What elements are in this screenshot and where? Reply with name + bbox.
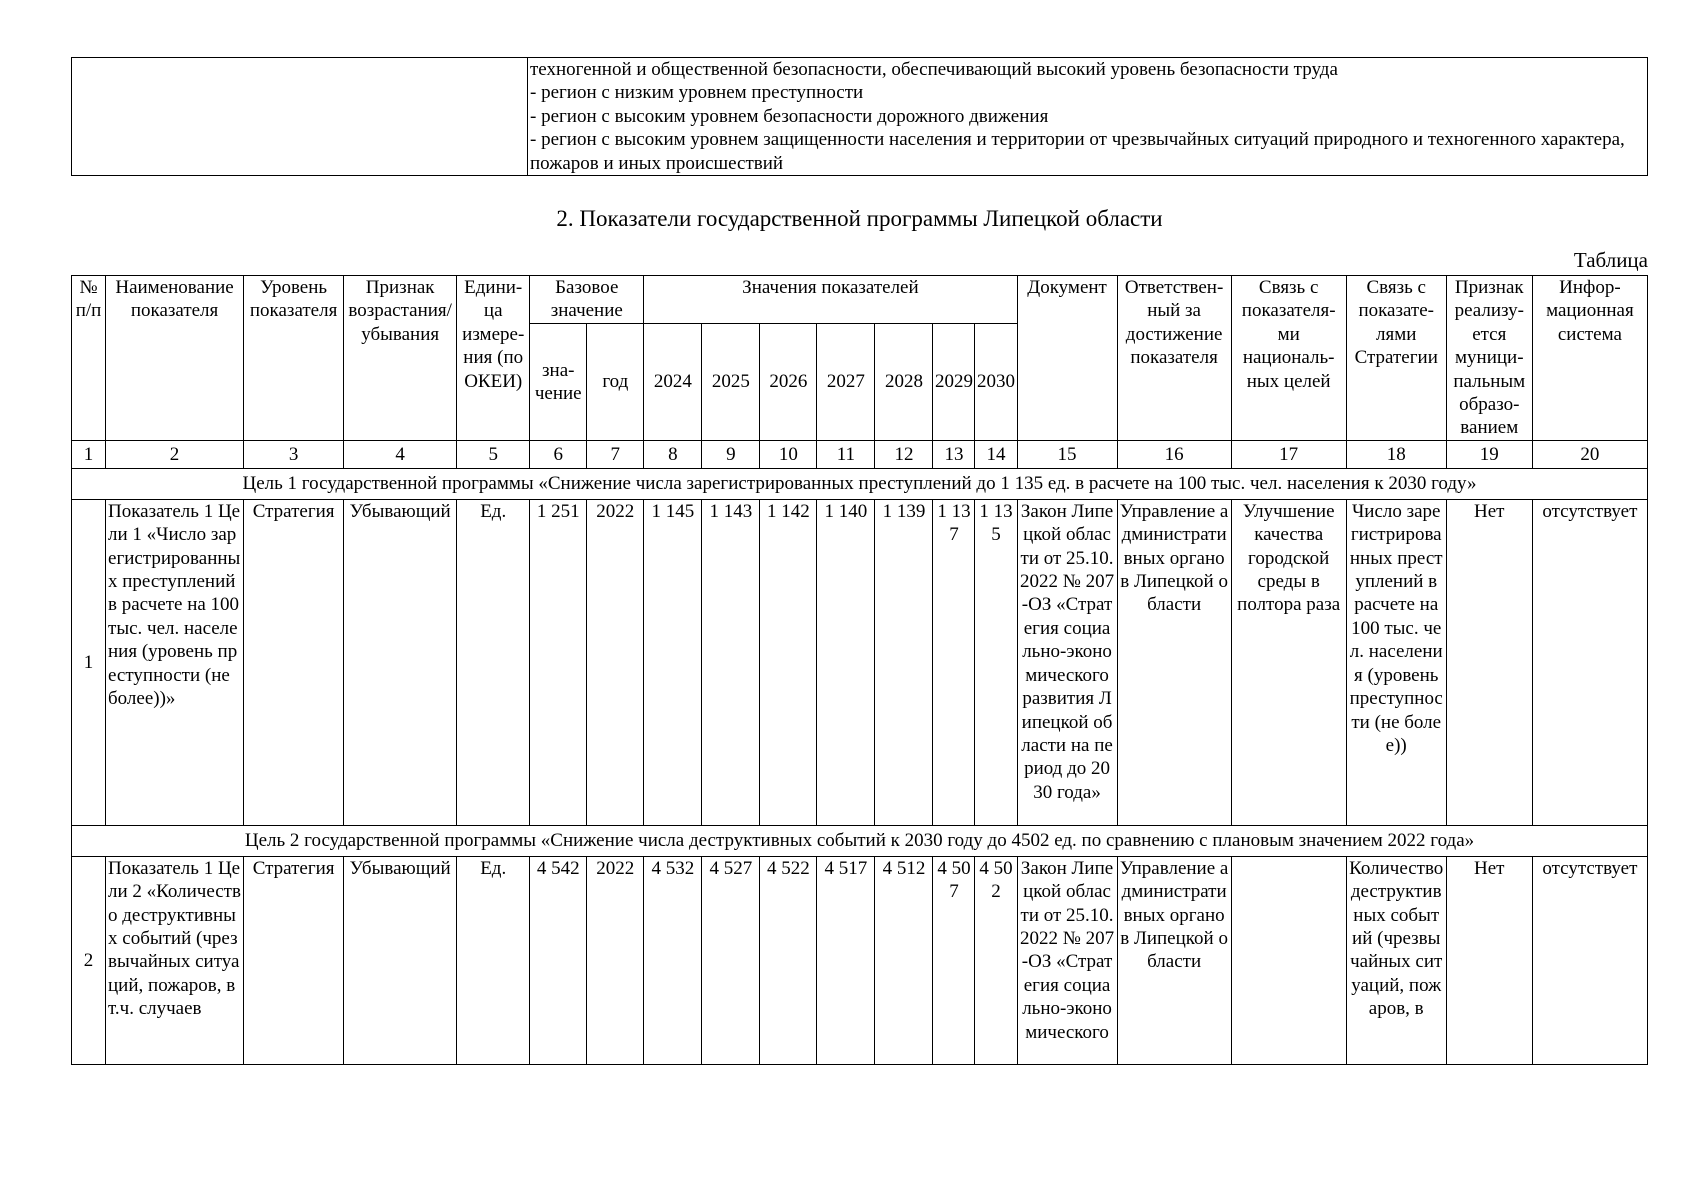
value-2030: 1 135 <box>975 499 1017 825</box>
municipal-flag: Нет <box>1446 499 1532 825</box>
value-2024: 1 145 <box>644 499 702 825</box>
header-link-strategy: Связь с показате-лями Стратегии <box>1346 276 1446 441</box>
col-number: 3 <box>244 440 344 468</box>
responsible: Управление административных органов Липецкой области <box>1117 856 1231 1064</box>
col-number: 6 <box>530 440 587 468</box>
header-level: Уровень показателя <box>244 276 344 441</box>
base-year: 2022 <box>587 856 644 1064</box>
value-2029: 4 507 <box>933 856 975 1064</box>
value-2029: 1 137 <box>933 499 975 825</box>
link-strategy: Число зарегистрированных преступлений в расчете на 100 тыс. чел. населения (уровень преступности (не более)) <box>1346 499 1446 825</box>
header-num: № п/п <box>72 276 106 441</box>
col-number: 18 <box>1346 440 1446 468</box>
col-number: 15 <box>1017 440 1117 468</box>
info-system: отсутствует <box>1532 499 1647 825</box>
value-2025: 4 527 <box>702 856 760 1064</box>
indicators-table <box>71 275 1648 1065</box>
top-empty-cell <box>72 58 528 176</box>
header-year: 2025 <box>702 324 760 441</box>
col-number: 12 <box>875 440 933 468</box>
col-number: 8 <box>644 440 702 468</box>
indicator-level: Стратегия <box>244 499 344 825</box>
row-num: 2 <box>72 856 106 1064</box>
header-name: Наименование показателя <box>106 276 244 441</box>
info-system: отсутствует <box>1532 856 1647 1064</box>
goal-2-row: Цель 2 государственной программы «Снижение числа деструктивных событий к 2030 году до 4502 ед. по сравнению с плановым значением 2022 года» <box>72 825 1648 856</box>
col-number: 17 <box>1231 440 1346 468</box>
value-2028: 4 512 <box>875 856 933 1064</box>
header-base-value: зна-чение <box>530 324 587 441</box>
header-sign: Признак возрастания/ убывания <box>344 276 457 441</box>
header-link-national: Связь с показателя-ми националь-ных целей <box>1231 276 1346 441</box>
col-number: 10 <box>760 440 817 468</box>
header-info-system: Инфор-мационная система <box>1532 276 1647 441</box>
section-title: 2. Показатели государственной программы Липецкой области <box>556 206 1163 231</box>
col-number: 7 <box>587 440 644 468</box>
value-2027: 1 140 <box>817 499 875 825</box>
header-base: Базовое значение <box>530 276 644 324</box>
value-2026: 4 522 <box>760 856 817 1064</box>
header-year: 2028 <box>875 324 933 441</box>
indicator-sign: Убывающий <box>344 499 457 825</box>
goal-1-row: Цель 1 государственной программы «Снижение числа зарегистрированных преступлений до 1 135 ед. в расчете на 100 тыс. чел. населения к 2030 году» <box>72 468 1648 499</box>
top-line: - регион с высоким уровнем защищенности населения и территории от чрезвычайных ситуаций природного и техногенного характера, пожаров и иных происшествий <box>530 129 1625 174</box>
col-number: 19 <box>1446 440 1532 468</box>
document <box>1017 856 1117 1064</box>
indicator-unit: Ед. <box>457 856 530 1064</box>
header-municipal: Признак реализу-ется муници-пальным образо-ванием <box>1446 276 1532 441</box>
table-row <box>72 499 1648 825</box>
value-2030: 4 502 <box>975 856 1017 1064</box>
base-value: 4 542 <box>530 856 587 1064</box>
top-table <box>71 57 1648 176</box>
header-year: 2029 <box>933 324 975 441</box>
col-number: 13 <box>933 440 975 468</box>
header-unit: Едини-ца измере-ния (по ОКЕИ) <box>457 276 530 441</box>
indicator-name-text: Показатель 1 Цели 2 «Количество деструктивных событий (чрезвычайных ситуаций, пожаров, в т.ч. случаев <box>108 857 241 1020</box>
header-year: 2030 <box>975 324 1017 441</box>
indicator-unit: Ед. <box>457 499 530 825</box>
header-resp: Ответствен-ный за достижение показателя <box>1117 276 1231 441</box>
col-number: 9 <box>702 440 760 468</box>
value-2026: 1 142 <box>760 499 817 825</box>
top-text-cell <box>528 58 1648 176</box>
municipal-flag: Нет <box>1446 856 1532 1064</box>
document-text: Закон Липецкой области от 25.10.2022 № 207-ОЗ «Стратегия социально-экономического <box>1019 857 1115 1043</box>
value-2025: 1 143 <box>702 499 760 825</box>
col-number: 1 <box>72 440 106 468</box>
col-number: 11 <box>817 440 875 468</box>
col-number: 4 <box>344 440 457 468</box>
link-strategy-text: Количество деструктивных событий (чрезвычайных ситуаций, пожаров, в <box>1349 857 1444 1020</box>
header-doc: Документ <box>1017 276 1117 441</box>
col-number: 20 <box>1532 440 1647 468</box>
value-2028: 1 139 <box>875 499 933 825</box>
top-line: - регион с высоким уровнем безопасности дорожного движения <box>530 105 1049 127</box>
indicator-level: Стратегия <box>244 856 344 1064</box>
link-national-goals <box>1231 856 1346 1064</box>
responsible: Управление административных органов Липецкой области <box>1117 499 1231 825</box>
indicator-name: Показатель 1 Цели 1 «Число зарегистрированных преступлений в расчете на 100 тыс. чел. населения (уровень преступности (не более))» <box>106 499 244 825</box>
document: Закон Липецкой области от 25.10.2022 № 207-ОЗ «Стратегия социально-экономического развития Липецкой области на период до 2030 года» <box>1017 499 1117 825</box>
value-2027: 4 517 <box>817 856 875 1064</box>
indicator-name <box>106 856 244 1064</box>
col-number: 5 <box>457 440 530 468</box>
header-values: Значения показателей <box>644 276 1017 324</box>
link-strategy <box>1346 856 1446 1064</box>
base-year: 2022 <box>587 499 644 825</box>
row-num: 1 <box>72 499 106 825</box>
table-row <box>72 856 1648 1064</box>
indicator-sign: Убывающий <box>344 856 457 1064</box>
header-base-year: год <box>587 324 644 441</box>
base-value: 1 251 <box>530 499 587 825</box>
header-year: 2024 <box>644 324 702 441</box>
top-line: техногенной и общественной безопасности, обеспечивающий высокий уровень безопасности труда <box>530 59 1338 80</box>
col-number: 14 <box>975 440 1017 468</box>
link-national-goals: Улучшение качества городской среды в полтора раза <box>1231 499 1346 825</box>
col-number: 2 <box>106 440 244 468</box>
table-label: Таблица <box>1573 248 1648 272</box>
value-2024: 4 532 <box>644 856 702 1064</box>
header-year: 2026 <box>760 324 817 441</box>
col-number: 16 <box>1117 440 1231 468</box>
header-year: 2027 <box>817 324 875 441</box>
top-line: - регион с низким уровнем преступности <box>530 82 864 104</box>
